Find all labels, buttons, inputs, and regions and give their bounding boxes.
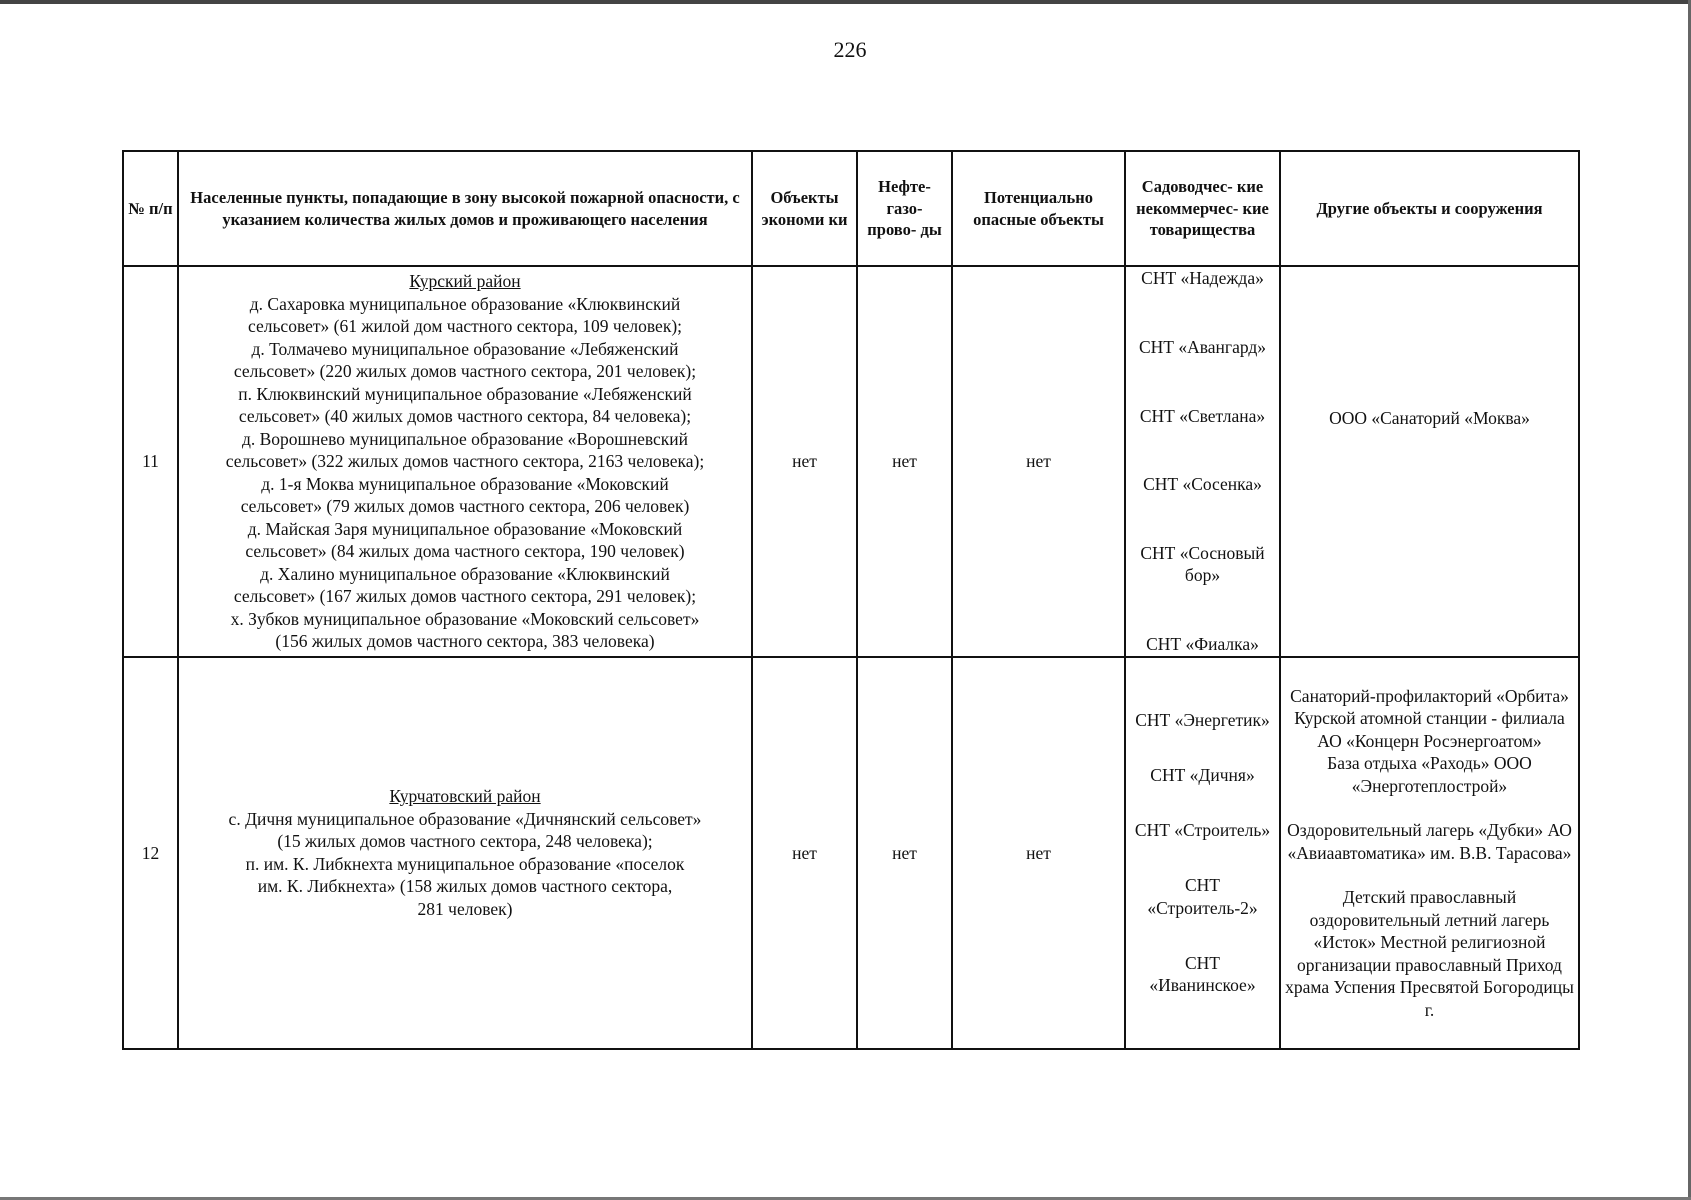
header-economy: Объекты экономи ки bbox=[752, 151, 857, 266]
settlement-line: сельсовет» (167 жилых домов частного сектора, 291 человек); bbox=[233, 586, 697, 607]
pipelines-cell: нет bbox=[857, 657, 952, 1049]
settlement-line: (15 жилых домов частного сектора, 248 человека); bbox=[277, 831, 653, 852]
district-name: Курский район bbox=[409, 271, 521, 292]
hazardous-cell: нет bbox=[952, 657, 1125, 1049]
settlement-line: х. Зубков муниципальное образование «Моковский сельсовет» bbox=[230, 608, 700, 629]
fire-hazard-table bbox=[122, 150, 1580, 1050]
scan-edge-top bbox=[0, 0, 1691, 4]
table-row bbox=[123, 266, 1579, 656]
settlement-line: д. Майская Заря муниципальное образование «Моковский bbox=[247, 518, 683, 539]
snt-item: СНТ «Надежда» bbox=[1141, 268, 1264, 289]
spacer bbox=[1285, 864, 1574, 886]
settlement-line: им. К. Либкнехта» (158 жилых домов частного сектора, bbox=[257, 876, 673, 897]
settlement-line: сельсовет» (79 жилых домов частного сектора, 206 человек) bbox=[240, 496, 690, 517]
settlement-line: д. Халино муниципальное образование «Клюквинский bbox=[260, 563, 670, 584]
settlement-line: сельсовет» (40 жилых домов частного сектора, 84 человека); bbox=[238, 406, 692, 427]
other-objects-cell bbox=[1280, 657, 1579, 1049]
settlement-line: д. Ворошнево муниципальное образование «Ворошневский bbox=[241, 428, 689, 449]
snt-item: СНТ «Светлана» bbox=[1139, 405, 1266, 426]
snt-item: СНТ «Авангард» bbox=[1138, 336, 1267, 357]
header-gardening: Садоводчес- кие некоммерчес- кие товарищества bbox=[1125, 151, 1280, 266]
other-object-item: Оздоровительный лагерь «Дубки» АО «Авиаавтоматика» им. В.В. Тарасова» bbox=[1287, 820, 1572, 863]
table-header-row bbox=[123, 151, 1579, 266]
spacer bbox=[1285, 797, 1574, 819]
pipelines-cell: нет bbox=[857, 266, 952, 656]
district-name: Курчатовский район bbox=[389, 786, 541, 807]
settlement-line: с. Дичня муниципальное образование «Дичнянский сельсовет» bbox=[228, 808, 702, 829]
snt-item: СНТ «Строитель-2» bbox=[1147, 875, 1258, 918]
table-row bbox=[123, 657, 1579, 1049]
other-object-item: Детский православный оздоровительный летний лагерь «Исток» Местной религиозной организации православный Приход храма Успения Пресвятой Богородицы г. bbox=[1285, 887, 1574, 1020]
gardening-cell bbox=[1125, 657, 1280, 1049]
settlements-cell bbox=[178, 266, 752, 656]
gardening-cell bbox=[1125, 266, 1280, 656]
economy-cell: нет bbox=[752, 266, 857, 656]
header-hazardous: Потенциально опасные объекты bbox=[952, 151, 1125, 266]
snt-item: СНТ «Дичня» bbox=[1150, 765, 1255, 786]
settlement-line: д. Сахаровка муниципальное образование «Клюквинский bbox=[249, 293, 681, 314]
settlement-line: сельсовет» (61 жилой дом частного сектора, 109 человек); bbox=[247, 316, 683, 337]
other-object-item: База отдыха «Раходь» ООО «Энерготеплострой» bbox=[1327, 753, 1532, 796]
row-number: 11 bbox=[123, 266, 178, 656]
header-settlements: Населенные пункты, попадающие в зону высокой пожарной опасности, с указанием количества жилых домов и проживающего населения bbox=[178, 151, 752, 266]
row-number: 12 bbox=[123, 657, 178, 1049]
economy-cell: нет bbox=[752, 657, 857, 1049]
settlement-line: (156 жилых домов частного сектора, 383 человека) bbox=[275, 631, 655, 652]
settlement-line: п. Клюквинский муниципальное образование «Лебяженский bbox=[238, 383, 692, 404]
snt-item: СНТ «Иванинское» bbox=[1149, 952, 1256, 996]
settlement-line: д. 1-я Моква муниципальное образование «Моковский bbox=[261, 473, 669, 494]
other-object-item: Санаторий-профилакторий «Орбита» Курской атомной станции - филиала АО «Концерн Росэнергоатом» bbox=[1290, 685, 1569, 751]
header-other: Другие объекты и сооружения bbox=[1280, 151, 1579, 266]
hazardous-cell: нет bbox=[952, 266, 1125, 656]
snt-item: СНТ «Сосенка» bbox=[1143, 474, 1262, 495]
settlement-line: сельсовет» (322 жилых домов частного сектора, 2163 человека); bbox=[225, 451, 705, 472]
settlement-line: д. Толмачево муниципальное образование «Лебяженский bbox=[251, 338, 679, 359]
settlement-line: сельсовет» (220 жилых домов частного сектора, 201 человек); bbox=[233, 361, 697, 382]
page-number: 226 bbox=[833, 37, 867, 62]
snt-item: СНТ «Энергетик» bbox=[1135, 710, 1270, 731]
settlement-line: сельсовет» (84 жилых дома частного сектора, 190 человек) bbox=[245, 541, 685, 562]
snt-item: СНТ «Сосновый бор» bbox=[1140, 542, 1265, 586]
settlements-cell bbox=[178, 657, 752, 1049]
snt-item: СНТ «Строитель» bbox=[1134, 820, 1271, 841]
other-objects-cell bbox=[1280, 266, 1579, 656]
settlement-line: 281 человек) bbox=[417, 898, 513, 919]
header-pipelines: Нефте- газо- прово- ды bbox=[857, 151, 952, 266]
snt-item: СНТ «Фиалка» bbox=[1146, 633, 1259, 654]
settlement-line: п. им. К. Либкнехта муниципальное образование «поселок bbox=[245, 853, 685, 874]
other-object-item: ООО «Санаторий «Моква» bbox=[1329, 408, 1530, 429]
header-num: № п/п bbox=[123, 151, 178, 266]
